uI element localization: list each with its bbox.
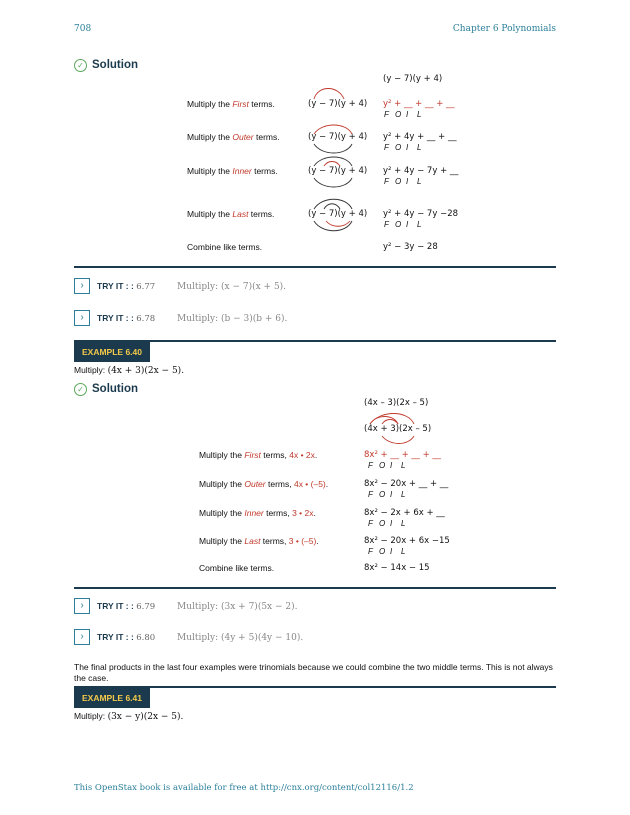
- expression-arcs: (4x + 3)(2x – 5): [364, 424, 432, 434]
- footer-link[interactable]: This OpenStax book is available for free at http://cnx.org/content/col12116/1.2: [74, 783, 414, 793]
- check-icon: ✓: [74, 383, 87, 396]
- example-tag: EXAMPLE 6.41: [74, 688, 150, 708]
- combine-result: 8x² − 14x − 15: [364, 563, 430, 573]
- try-it-label: TRY IT : : 6.79: [97, 601, 156, 612]
- try-it-question: Multiply: (4y + 5)(4y − 10).: [177, 633, 304, 643]
- check-icon: ✓: [74, 59, 87, 72]
- combine-label: Combine like terms.: [187, 242, 263, 252]
- last-arc: [308, 196, 362, 236]
- step-label: Multiply the Inner terms.: [187, 166, 278, 176]
- page-number: 708: [74, 24, 92, 34]
- combine-result: y² − 3y − 28: [383, 242, 438, 252]
- foil-letters: F O I L: [368, 461, 406, 470]
- step-result: y² + 4y − 7y −28: [383, 209, 459, 219]
- expression-top: (y − 7)(y + 4): [383, 74, 443, 84]
- try-it-question: Multiply: (x − 7)(x + 5).: [177, 282, 287, 292]
- step-label: Multiply the First terms.: [187, 99, 275, 109]
- try-it-question: Multiply: (b − 3)(b + 6).: [177, 314, 288, 324]
- solution-heading: Solution: [92, 59, 138, 71]
- expand-icon[interactable]: ›: [74, 598, 90, 614]
- combine-label: Combine like terms.: [199, 563, 275, 573]
- step-label: Multiply the Last terms.: [187, 209, 275, 219]
- expand-icon[interactable]: ›: [74, 629, 90, 645]
- try-it-question: Multiply: (3x + 7)(5x − 2).: [177, 602, 298, 612]
- step-result: 8x² + __ + __ + __: [364, 450, 441, 460]
- try-it-label: TRY IT : : 6.78: [97, 313, 156, 324]
- step-label: Multiply the Outer terms, 4x • (–5).: [199, 479, 329, 489]
- example-prompt: Multiply: (3x − y)(2x − 5).: [74, 711, 184, 722]
- step-expression: (y − 7)(y + 4): [308, 166, 368, 176]
- paragraph: The final products in the last four examples were trinomials because we could combine the two middle terms. This is not always the case.: [74, 662, 553, 683]
- foil-letters: F O I L: [384, 143, 422, 152]
- solution-heading: Solution: [92, 383, 138, 395]
- foil-arcs: [364, 412, 424, 450]
- expression-top: (4x – 3)(2x – 5): [364, 398, 429, 408]
- step-result: 8x² − 2x + 6x + __: [364, 508, 445, 518]
- example-prompt: Multiply: (4x + 3)(2x − 5).: [74, 365, 185, 376]
- step-expression: (y − 7)(y + 4): [308, 132, 368, 142]
- inner-arc: [308, 154, 362, 192]
- step-label: Multiply the Outer terms.: [187, 132, 280, 142]
- step-label: Multiply the First terms, 4x • 2x.: [199, 450, 318, 460]
- section-divider: [74, 587, 556, 589]
- try-it-label: TRY IT : : 6.77: [97, 281, 156, 292]
- foil-letters: F O I L: [384, 220, 422, 229]
- example-tag: EXAMPLE 6.40: [74, 342, 150, 362]
- section-divider: [74, 266, 556, 268]
- foil-letters: F O I L: [368, 547, 406, 556]
- foil-letters: F O I L: [384, 110, 422, 119]
- step-label: Multiply the Last terms, 3 • (–5).: [199, 536, 319, 546]
- step-result: y² + 4y − 7y + __: [383, 166, 459, 176]
- foil-letters: F O I L: [384, 177, 422, 186]
- step-result: y² + 4y + __ + __: [383, 132, 457, 142]
- step-expression: (y − 7)(y + 4): [308, 209, 368, 219]
- step-expression: (y − 7)(y + 4): [308, 99, 368, 109]
- expand-icon[interactable]: ›: [74, 278, 90, 294]
- step-result: 8x² − 20x + 6x −15: [364, 536, 450, 546]
- foil-letters: F O I L: [368, 519, 406, 528]
- first-arc: [308, 85, 358, 101]
- chapter-title: Chapter 6 Polynomials: [452, 24, 556, 34]
- step-result: 8x² − 20x + __ + __: [364, 479, 449, 489]
- try-it-label: TRY IT : : 6.80: [97, 632, 156, 643]
- step-label: Multiply the Inner terms, 3 • 2x.: [199, 508, 316, 518]
- foil-letters: F O I L: [368, 490, 406, 499]
- expand-icon[interactable]: ›: [74, 310, 90, 326]
- step-result: y² + __ + __ + __: [383, 99, 455, 109]
- outer-arc: [308, 122, 362, 158]
